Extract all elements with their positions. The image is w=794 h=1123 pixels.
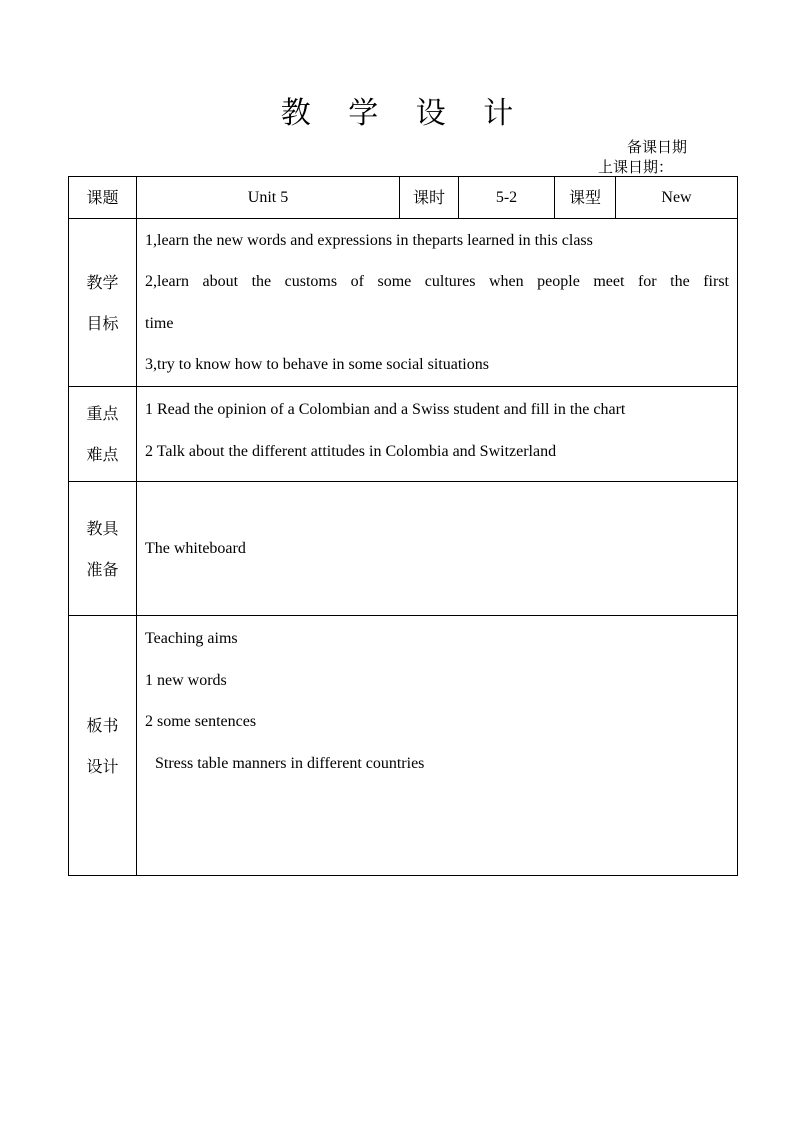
key-point-line-2: 2 Talk about the different attitudes in Colombia and Switzerland [145, 442, 557, 460]
key-points-row [69, 387, 738, 482]
topic-label: 课题 [69, 177, 137, 219]
board-design-content [137, 616, 738, 876]
objective-line-4: 3,try to know how to behave in some social situations [145, 356, 489, 373]
board-design-label [69, 616, 137, 876]
objective-line-2: 2,learn about the customs of some cultures when people meet for the first [145, 273, 729, 290]
key-points-content [137, 387, 738, 482]
key-points-label-line-2: 难点 [86, 445, 119, 464]
board-design-row [69, 616, 738, 876]
period-label: 课时 [400, 177, 459, 219]
board-line-2: 1 new words [145, 671, 227, 689]
objectives-row [69, 219, 738, 387]
topic-value: Unit 5 [137, 177, 400, 219]
objectives-content [137, 219, 738, 387]
type-label: 课型 [555, 177, 616, 219]
materials-text: The whiteboard [145, 539, 246, 557]
materials-row [69, 482, 738, 616]
board-line-3: 2 some sentences [145, 713, 257, 730]
board-design-label-line-1: 板书 [86, 715, 119, 735]
lesson-plan-table [68, 176, 738, 876]
board-line-1: Teaching aims [145, 630, 238, 647]
header-row [69, 177, 738, 219]
board-design-label-line-2: 设计 [86, 756, 119, 776]
objective-line-1: 1,learn the new words and expressions in theparts learned in this class [145, 231, 593, 249]
materials-content [137, 482, 738, 616]
materials-label-line-1: 教具 [86, 518, 119, 538]
objective-line-3: time [145, 314, 174, 332]
period-value: 5-2 [459, 177, 555, 219]
page-title: 教 学 设 计 [280, 96, 528, 131]
objectives-label [69, 219, 137, 387]
type-value: New [616, 177, 738, 219]
key-point-line-1: 1 Read the opinion of a Colombian and a Swiss student and fill in the chart [145, 401, 626, 418]
objectives-label-line-2: 目标 [86, 313, 119, 333]
class-date-label: 上课日期： [598, 158, 674, 176]
objectives-label-line-1: 教学 [86, 272, 119, 292]
prep-date-label: 备课日期 [627, 138, 688, 156]
materials-label-line-2: 准备 [86, 559, 119, 579]
materials-label [69, 482, 137, 616]
key-points-label [69, 387, 137, 482]
key-points-label-line-1: 重点 [86, 404, 119, 423]
board-line-4: Stress table manners in different countries [155, 754, 425, 772]
